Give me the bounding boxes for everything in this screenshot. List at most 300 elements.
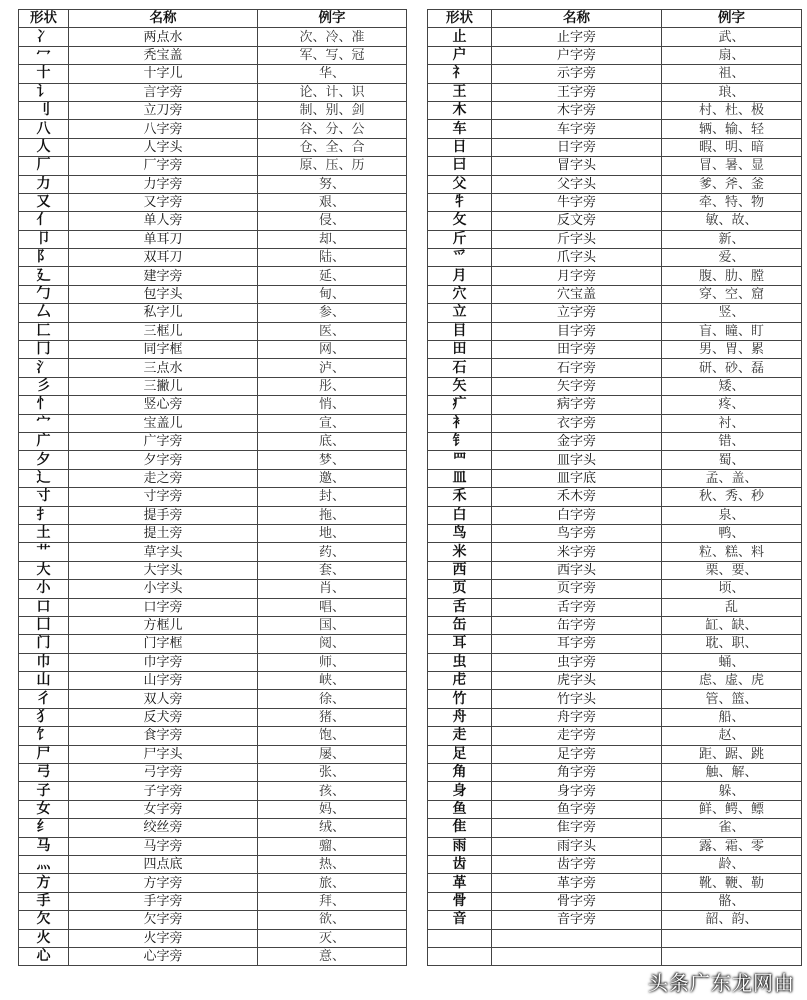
table-row: [428, 28, 802, 46]
radical-shape: 宀: [19, 414, 69, 432]
table-row: [428, 782, 802, 800]
example-characters: 侵、: [258, 212, 407, 230]
example-characters: 新、: [662, 230, 802, 248]
radical-shape: 牜: [428, 193, 492, 211]
example-characters: 地、: [258, 524, 407, 542]
table-row: [19, 120, 407, 138]
example-characters: 错、: [662, 432, 802, 450]
example-characters: 男、胃、累: [662, 341, 802, 359]
radical-shape: 又: [19, 193, 69, 211]
example-characters: 阅、: [258, 635, 407, 653]
radical-name: 月字旁: [492, 267, 662, 285]
example-characters: 村、杜、极: [662, 101, 802, 119]
example-characters: 穿、空、窟: [662, 285, 802, 303]
radical-name: 四点底: [69, 855, 258, 873]
example-characters: 躲、: [662, 782, 802, 800]
table-row: [19, 727, 407, 745]
radical-shape: 大: [19, 561, 69, 579]
table-row: [19, 285, 407, 303]
radical-shape: 页: [428, 580, 492, 598]
radical-shape: 骨: [428, 892, 492, 910]
example-characters: 蛹、: [662, 653, 802, 671]
table-row: [19, 819, 407, 837]
table-row: [19, 414, 407, 432]
radical-name: 木字旁: [492, 101, 662, 119]
radical-name: 革字旁: [492, 874, 662, 892]
example-characters: 矮、: [662, 377, 802, 395]
example-characters: 唱、: [258, 598, 407, 616]
radical-name: 户字旁: [492, 46, 662, 64]
radical-shape: 冂: [19, 341, 69, 359]
example-characters: 孟、盖、: [662, 469, 802, 487]
radical-shape: 止: [428, 28, 492, 46]
example-characters: 祖、: [662, 65, 802, 83]
table-row: [19, 65, 407, 83]
example-characters: [662, 947, 802, 965]
radical-name: [492, 947, 662, 965]
example-characters: 露、霜、零: [662, 837, 802, 855]
radical-shape: 缶: [428, 616, 492, 634]
table-row: [428, 230, 802, 248]
radical-shape: 雨: [428, 837, 492, 855]
radical-shape: 氵: [19, 359, 69, 377]
example-characters: 泸、: [258, 359, 407, 377]
example-characters: 封、: [258, 488, 407, 506]
table-row: [428, 65, 802, 83]
example-characters: 疼、: [662, 396, 802, 414]
table-row: [19, 157, 407, 175]
table-row: [428, 83, 802, 101]
table-row: [19, 230, 407, 248]
radical-name: 提手旁: [69, 506, 258, 524]
example-characters: 触、解、: [662, 764, 802, 782]
radical-name: 雨字头: [492, 837, 662, 855]
example-characters: 努、: [258, 175, 407, 193]
radical-name: 山字旁: [69, 672, 258, 690]
radical-name: 米字旁: [492, 543, 662, 561]
radical-shape: 木: [428, 101, 492, 119]
table-row: [428, 635, 802, 653]
radical-name: 牛字旁: [492, 193, 662, 211]
radical-name: 欠字旁: [69, 911, 258, 929]
example-characters: 峡、: [258, 672, 407, 690]
radical-name: 目字旁: [492, 322, 662, 340]
radical-name: 大字头: [69, 561, 258, 579]
header-shape: 形状: [428, 10, 492, 28]
table-row: [19, 598, 407, 616]
table-row: [19, 193, 407, 211]
example-characters: 管、篮、: [662, 690, 802, 708]
radical-shape: 匚: [19, 322, 69, 340]
example-characters: 爹、斧、釜: [662, 175, 802, 193]
table-row: [19, 764, 407, 782]
radical-shape: 爫: [428, 249, 492, 267]
radical-shape: 心: [19, 947, 69, 965]
radical-shape: 走: [428, 727, 492, 745]
radical-name: 两点水: [69, 28, 258, 46]
radical-shape: 角: [428, 764, 492, 782]
radical-shape: 纟: [19, 819, 69, 837]
radical-shape: 钅: [428, 432, 492, 450]
radical-shape: 身: [428, 782, 492, 800]
example-characters: 套、: [258, 561, 407, 579]
table-row: [428, 157, 802, 175]
table-row: [428, 285, 802, 303]
table-row: [428, 120, 802, 138]
radical-shape: 口: [19, 598, 69, 616]
example-characters: 敏、故、: [662, 212, 802, 230]
table-row: [19, 175, 407, 193]
radical-name: 同字框: [69, 341, 258, 359]
radical-name: 走之旁: [69, 469, 258, 487]
radical-shape: 罒: [428, 451, 492, 469]
radical-shape: 疒: [428, 396, 492, 414]
radical-name: 方框儿: [69, 616, 258, 634]
example-characters: 盲、瞳、盯: [662, 322, 802, 340]
radical-shape: 饣: [19, 727, 69, 745]
example-characters: 鸭、: [662, 524, 802, 542]
radical-shape: 衤: [428, 414, 492, 432]
radical-shape: 冖: [19, 46, 69, 64]
radical-name: 口字旁: [69, 598, 258, 616]
radical-shape: 夕: [19, 451, 69, 469]
table-row: [428, 488, 802, 506]
example-characters: 参、: [258, 304, 407, 322]
table-row: [428, 672, 802, 690]
radical-shape: 子: [19, 782, 69, 800]
table-row: [428, 46, 802, 64]
table-row: [428, 745, 802, 763]
example-characters: 赵、: [662, 727, 802, 745]
radical-name: 足字旁: [492, 745, 662, 763]
radical-shape: 囗: [19, 616, 69, 634]
radical-shape: 女: [19, 800, 69, 818]
radical-shape: 舟: [428, 708, 492, 726]
table-row: [428, 432, 802, 450]
radical-shape: 彡: [19, 377, 69, 395]
radical-name: 皿字头: [492, 451, 662, 469]
table-row: [19, 616, 407, 634]
radical-name: 冒字头: [492, 157, 662, 175]
radical-name: 竖心旁: [69, 396, 258, 414]
radical-name: 父字头: [492, 175, 662, 193]
example-characters: 距、踞、跳: [662, 745, 802, 763]
radical-name: 三点水: [69, 359, 258, 377]
example-characters: 暇、明、暗: [662, 138, 802, 156]
example-characters: 靴、鞭、勒: [662, 874, 802, 892]
example-characters: 腹、肋、膛: [662, 267, 802, 285]
radical-name: 白字旁: [492, 506, 662, 524]
table-row: [19, 690, 407, 708]
example-characters: 研、砂、磊: [662, 359, 802, 377]
table-row: [428, 616, 802, 634]
table-row: [19, 506, 407, 524]
table-row: [428, 727, 802, 745]
radical-name: 厂字旁: [69, 157, 258, 175]
example-characters: 次、冷、准: [258, 28, 407, 46]
example-characters: 衬、: [662, 414, 802, 432]
radical-shape: 禾: [428, 488, 492, 506]
radical-name: 反文旁: [492, 212, 662, 230]
radical-shape: 白: [428, 506, 492, 524]
example-characters: 虑、虚、虎: [662, 672, 802, 690]
example-characters: 制、别、剑: [258, 101, 407, 119]
table-row: [428, 892, 802, 910]
table-row: [19, 249, 407, 267]
radical-name: 子字旁: [69, 782, 258, 800]
table-header-row: [19, 10, 407, 28]
radical-name: 立字旁: [492, 304, 662, 322]
radical-name: 禾木旁: [492, 488, 662, 506]
table-row: [19, 83, 407, 101]
example-characters: [662, 929, 802, 947]
table-row: [428, 929, 802, 947]
radical-shape: 小: [19, 580, 69, 598]
radical-name: 言字旁: [69, 83, 258, 101]
table-row: [19, 138, 407, 156]
example-characters: 顷、: [662, 580, 802, 598]
radical-shape: 手: [19, 892, 69, 910]
table-row: [19, 432, 407, 450]
table-row: [19, 580, 407, 598]
radical-name: 火字旁: [69, 929, 258, 947]
radical-shape: 目: [428, 322, 492, 340]
table-row: [19, 837, 407, 855]
example-characters: 扇、: [662, 46, 802, 64]
radical-shape: 穴: [428, 285, 492, 303]
radical-name: 单人旁: [69, 212, 258, 230]
table-row: [428, 598, 802, 616]
example-characters: 拖、: [258, 506, 407, 524]
radical-name: 鸟字旁: [492, 524, 662, 542]
radical-shape: 车: [428, 120, 492, 138]
radical-shape: 鸟: [428, 524, 492, 542]
table-row: [19, 304, 407, 322]
radical-shape: 艹: [19, 543, 69, 561]
radical-name: 广字旁: [69, 432, 258, 450]
radical-name: 耳字旁: [492, 635, 662, 653]
table-row: [19, 561, 407, 579]
radical-shape: 足: [428, 745, 492, 763]
radical-name: 鱼字旁: [492, 800, 662, 818]
radical-shape: 米: [428, 543, 492, 561]
radical-shape: 犭: [19, 708, 69, 726]
radical-name: 齿字旁: [492, 855, 662, 873]
radical-name: 马字旁: [69, 837, 258, 855]
table-row: [19, 653, 407, 671]
radical-name: 角字旁: [492, 764, 662, 782]
example-characters: 牵、特、物: [662, 193, 802, 211]
radical-name: 人字头: [69, 138, 258, 156]
table-row: [428, 800, 802, 818]
example-characters: 粒、糕、料: [662, 543, 802, 561]
table-row: [19, 524, 407, 542]
radical-name: 示字旁: [492, 65, 662, 83]
radical-name: 病字旁: [492, 396, 662, 414]
table-row: [19, 101, 407, 119]
example-characters: 肖、: [258, 580, 407, 598]
table-row: [19, 341, 407, 359]
example-characters: 悄、: [258, 396, 407, 414]
table-row: [428, 267, 802, 285]
header-examples: 例字: [662, 10, 802, 28]
table-row: [19, 745, 407, 763]
example-characters: 冒、暑、显: [662, 157, 802, 175]
table-row: [19, 377, 407, 395]
radical-shape: 寸: [19, 488, 69, 506]
example-characters: 武、: [662, 28, 802, 46]
table-row: [19, 267, 407, 285]
radical-name: 力字旁: [69, 175, 258, 193]
radical-name: 三框儿: [69, 322, 258, 340]
radical-name: 止字旁: [492, 28, 662, 46]
example-characters: 网、: [258, 341, 407, 359]
radical-shape: 日: [428, 138, 492, 156]
example-characters: 邀、: [258, 469, 407, 487]
table-row: [428, 359, 802, 377]
radical-shape: 辶: [19, 469, 69, 487]
table-row: [428, 653, 802, 671]
header-examples: 例字: [258, 10, 407, 28]
table-row: [19, 28, 407, 46]
radical-shape: 广: [19, 432, 69, 450]
radical-name: 隹字旁: [492, 819, 662, 837]
radical-name: 石字旁: [492, 359, 662, 377]
table-row: [19, 322, 407, 340]
example-characters: 孩、: [258, 782, 407, 800]
table-row: [428, 506, 802, 524]
table-row: [428, 377, 802, 395]
example-characters: 妈、: [258, 800, 407, 818]
example-characters: 雀、: [662, 819, 802, 837]
radical-name: 又字旁: [69, 193, 258, 211]
radical-name: 女字旁: [69, 800, 258, 818]
example-characters: 梦、: [258, 451, 407, 469]
radical-shape: 舌: [428, 598, 492, 616]
example-characters: 欲、: [258, 911, 407, 929]
radical-name: 缶字旁: [492, 616, 662, 634]
example-characters: 师、: [258, 653, 407, 671]
table-row: [428, 396, 802, 414]
example-characters: 绒、: [258, 819, 407, 837]
table-row: [428, 249, 802, 267]
example-characters: 缸、缺、: [662, 616, 802, 634]
radical-shape: 冫: [19, 28, 69, 46]
table-row: [19, 46, 407, 64]
radical-shape: 门: [19, 635, 69, 653]
example-characters: 爱、: [662, 249, 802, 267]
example-characters: 泉、: [662, 506, 802, 524]
table-row: [428, 469, 802, 487]
radical-name: 车字旁: [492, 120, 662, 138]
example-characters: 热、: [258, 855, 407, 873]
radical-name: 方字旁: [69, 874, 258, 892]
example-characters: 张、: [258, 764, 407, 782]
radical-shape: 户: [428, 46, 492, 64]
example-characters: 陆、: [258, 249, 407, 267]
table-row: [19, 947, 407, 965]
table-row: [428, 341, 802, 359]
example-characters: 艰、: [258, 193, 407, 211]
radical-name: 身字旁: [492, 782, 662, 800]
radical-table-left: [18, 9, 407, 966]
header-name: 名称: [492, 10, 662, 28]
table-row: [19, 543, 407, 561]
radical-shape: 十: [19, 65, 69, 83]
example-characters: 蜀、: [662, 451, 802, 469]
radical-name: 尸字头: [69, 745, 258, 763]
radical-shape: 马: [19, 837, 69, 855]
radical-shape: 革: [428, 874, 492, 892]
example-characters: 屡、: [258, 745, 407, 763]
example-characters: 医、: [258, 322, 407, 340]
example-characters: 辆、输、轻: [662, 120, 802, 138]
radical-name: 十字儿: [69, 65, 258, 83]
table-row: [19, 855, 407, 873]
radical-shape: 山: [19, 672, 69, 690]
radical-name: 建字旁: [69, 267, 258, 285]
example-characters: 鲜、鳄、鳔: [662, 800, 802, 818]
radical-name: 王字旁: [492, 83, 662, 101]
radical-shape: 鱼: [428, 800, 492, 818]
radical-shape: 刂: [19, 101, 69, 119]
radical-shape: [428, 929, 492, 947]
table-row: [428, 764, 802, 782]
table-row: [428, 524, 802, 542]
radical-name: 虎字头: [492, 672, 662, 690]
radical-name: 心字旁: [69, 947, 258, 965]
table-row: [428, 561, 802, 579]
radical-name: 骨字旁: [492, 892, 662, 910]
radical-shape: 力: [19, 175, 69, 193]
radical-shape: 虍: [428, 672, 492, 690]
radical-shape: 石: [428, 359, 492, 377]
radical-shape: 火: [19, 929, 69, 947]
radical-name: 舟字旁: [492, 708, 662, 726]
example-characters: 龄、: [662, 855, 802, 873]
table-row: [19, 708, 407, 726]
radical-shape: 父: [428, 175, 492, 193]
radical-name: 走字旁: [492, 727, 662, 745]
table-row: [428, 855, 802, 873]
header-name: 名称: [69, 10, 258, 28]
radical-name: 绞丝旁: [69, 819, 258, 837]
radical-name: 立刀旁: [69, 101, 258, 119]
example-characters: 谷、分、公: [258, 120, 407, 138]
table-row: [428, 911, 802, 929]
table-row: [19, 212, 407, 230]
example-characters: 徐、: [258, 690, 407, 708]
radical-shape: 王: [428, 83, 492, 101]
table-row: [19, 359, 407, 377]
table-row: [428, 212, 802, 230]
radical-name: 双人旁: [69, 690, 258, 708]
table-header-row: [428, 10, 802, 28]
example-characters: 韶、韵、: [662, 911, 802, 929]
example-characters: 耽、职、: [662, 635, 802, 653]
table-row: [19, 874, 407, 892]
radical-shape: 弓: [19, 764, 69, 782]
radical-shape: 亻: [19, 212, 69, 230]
radical-name: 单耳刀: [69, 230, 258, 248]
table-row: [19, 396, 407, 414]
radical-name: [492, 929, 662, 947]
radical-shape: 立: [428, 304, 492, 322]
radical-shape: 扌: [19, 506, 69, 524]
example-characters: 军、写、冠: [258, 46, 407, 64]
radical-shape: 土: [19, 524, 69, 542]
radical-name: 金字旁: [492, 432, 662, 450]
